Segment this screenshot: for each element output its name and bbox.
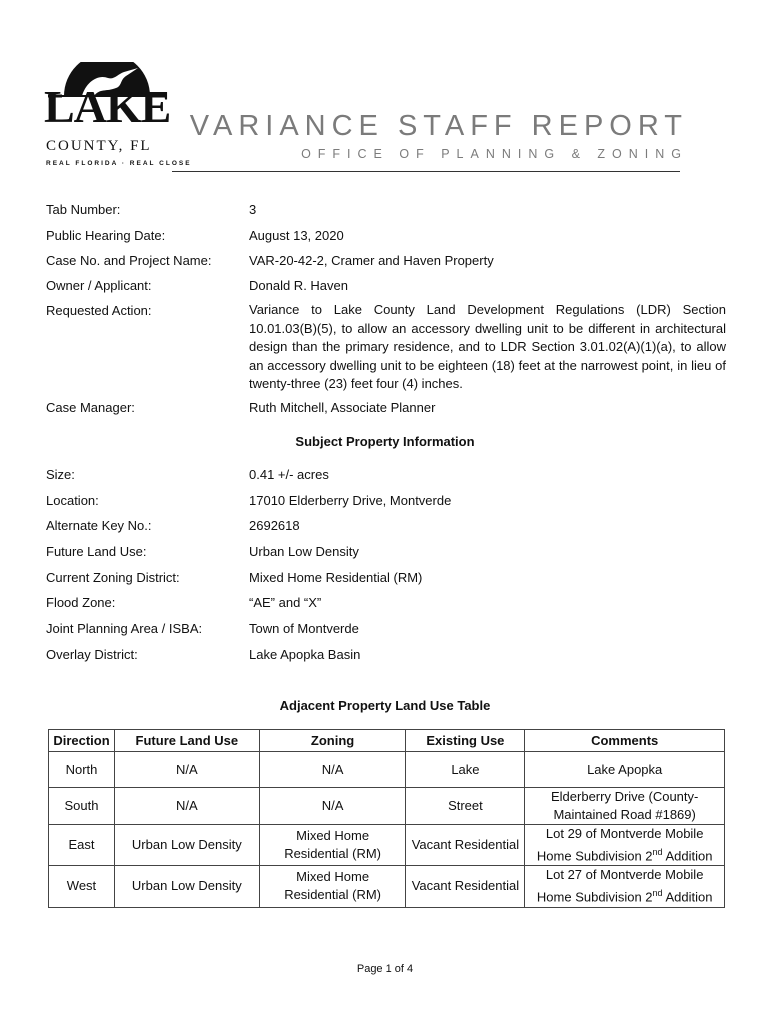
ordinal-suffix: nd: [652, 847, 663, 857]
existing-use-cell: Street: [406, 788, 525, 825]
field-value: August 13, 2020: [249, 228, 344, 243]
field-value: Ruth Mitchell, Associate Planner: [249, 400, 436, 415]
field-label: Requested Action:: [46, 303, 152, 318]
field-value: Urban Low Density: [249, 544, 359, 559]
future-land-use-cell: Urban Low Density: [114, 825, 259, 866]
column-header: Future Land Use: [114, 730, 259, 752]
direction-cell: West: [49, 866, 115, 907]
direction-cell: East: [49, 825, 115, 866]
future-land-use-cell: N/A: [114, 788, 259, 825]
existing-use-cell: Vacant Residential: [406, 866, 525, 907]
column-header: Zoning: [259, 730, 406, 752]
column-header: Direction: [49, 730, 115, 752]
logo-county: COUNTY, FL: [46, 138, 152, 154]
table-row: [49, 752, 725, 788]
comments-text: Addition: [662, 848, 713, 864]
requested-action-text: Variance to Lake County Land Development Regulations (LDR) Section 10.01.03(B)(5), to allow an accessory dwelling unit to be different in architectural design than the primary residence, and to LDR Section 3.01.02(A)(1)(a), to allow an accessory dwelling unit to be eighteen (18) feet at the narrowest point, in lieu of twenty-three (23) feet four (4) inches.: [249, 302, 726, 391]
field-label: Overlay District:: [46, 647, 138, 662]
page-number: Page 1 of 4: [356, 963, 414, 975]
field-label: Case No. and Project Name:: [46, 253, 212, 268]
direction-cell: North: [49, 752, 115, 788]
logo-wordmark: LAKE: [44, 81, 171, 132]
existing-use-cell: Lake: [406, 752, 525, 788]
field-value: Mixed Home Residential (RM): [249, 570, 423, 585]
comments-cell: [525, 825, 725, 866]
field-label: Public Hearing Date:: [46, 228, 166, 243]
lake-county-logo: [42, 62, 192, 174]
field-label: Flood Zone:: [46, 595, 116, 610]
field-value: VAR-20-42-2, Cramer and Haven Property: [249, 253, 494, 268]
future-land-use-cell: Urban Low Density: [114, 866, 259, 907]
field-label: Future Land Use:: [46, 544, 147, 559]
existing-use-cell: Vacant Residential: [406, 825, 525, 866]
report-subtitle: OFFICE OF PLANNING & ZONING: [301, 147, 688, 161]
zoning-cell: Mixed Home Residential (RM): [259, 825, 406, 866]
field-value: 3: [249, 202, 257, 217]
column-header: Comments: [525, 730, 725, 752]
direction-cell: South: [49, 788, 115, 825]
field-value: “AE” and “X”: [249, 595, 322, 610]
field-label: Size:: [46, 467, 75, 482]
field-label: Owner / Applicant:: [46, 278, 152, 293]
field-label: Current Zoning District:: [46, 570, 180, 585]
comments-cell: Elderberry Drive (County-Maintained Road #1869): [525, 788, 725, 825]
logo-tagline: REAL FLORIDA · REAL CLOSE: [46, 160, 192, 167]
comments-text: Lot 29 of Montverde Mobile Home Subdivision 2: [536, 826, 704, 864]
zoning-cell: N/A: [259, 752, 406, 788]
table-row: [49, 825, 725, 866]
field-value: 2692618: [249, 518, 300, 533]
title-divider: [172, 171, 680, 172]
field-value: 17010 Elderberry Drive, Montverde: [249, 493, 452, 508]
field-label: Case Manager:: [46, 400, 135, 415]
future-land-use-cell: N/A: [114, 752, 259, 788]
field-value: Town of Montverde: [249, 621, 359, 636]
adjacent-land-use-table: [48, 729, 725, 908]
ordinal-suffix: nd: [652, 888, 663, 899]
field-value: Donald R. Haven: [249, 278, 348, 293]
zoning-cell: N/A: [259, 788, 406, 825]
field-value: Lake Apopka Basin: [249, 647, 361, 662]
comments-text: Addition: [662, 889, 713, 905]
field-label: Location:: [46, 493, 99, 508]
field-label: Alternate Key No.:: [46, 518, 152, 533]
comments-cell: [525, 866, 725, 907]
comments-cell: Lake Apopka: [525, 752, 725, 788]
field-value: 0.41 +/- acres: [249, 467, 329, 482]
field-label: Joint Planning Area / ISBA:: [46, 621, 203, 636]
field-label: Tab Number:: [46, 202, 121, 217]
table-row: [49, 788, 725, 825]
table-header-row: [49, 730, 725, 752]
table-row: [49, 866, 725, 907]
column-header: Existing Use: [406, 730, 525, 752]
report-title: VARIANCE STAFF REPORT: [189, 110, 688, 142]
subject-property-heading: Subject Property Information: [295, 434, 475, 449]
zoning-cell: Mixed Home Residential (RM): [259, 866, 406, 907]
adjacent-table-heading: Adjacent Property Land Use Table: [279, 698, 491, 713]
comments-text: Lot 27 of Montverde Mobile Home Subdivision 2: [536, 867, 704, 905]
